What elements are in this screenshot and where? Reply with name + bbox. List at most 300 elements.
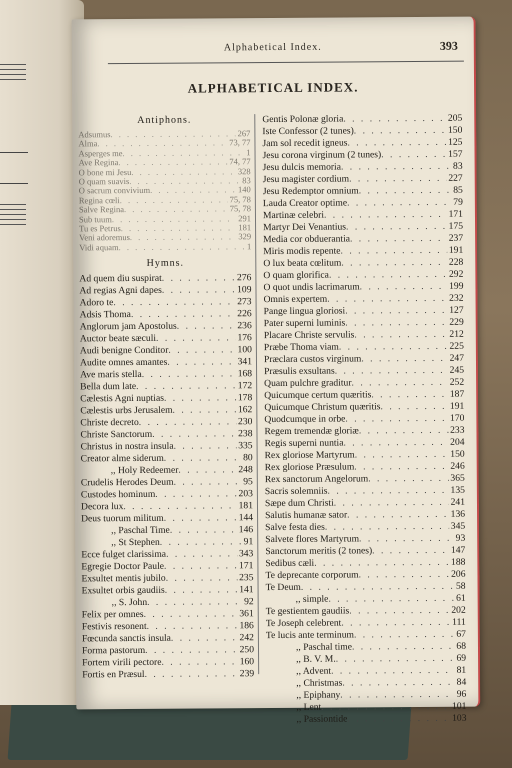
entry-page-number: 343 (238, 548, 254, 560)
entry-page-number: 103 (452, 712, 467, 724)
dot-leader (172, 405, 235, 417)
entry-title: Jesu dulcis memoria (262, 161, 342, 174)
dot-leader (168, 345, 235, 357)
entry-page-number: 75, 78 (229, 203, 251, 214)
entry-page-number: 228 (448, 256, 464, 268)
music-staff (0, 152, 28, 184)
dot-leader (354, 329, 447, 342)
entry-title: Pater superni luminis (263, 317, 346, 330)
entry-title: Rex gloriose Martyrum (264, 449, 355, 462)
entry-title: Audi benigne Conditor (79, 345, 169, 357)
entry-title: ,, Epiphany (296, 689, 341, 701)
dot-leader (119, 242, 245, 252)
entry-title: Jam sol recedit igneus (262, 137, 348, 150)
entry-page-number: 230 (237, 416, 253, 428)
entry-title: Ad regias Agni dapes (79, 285, 162, 297)
entry-title: Quodcumque in orbe (264, 413, 346, 426)
entry-title: Egregie Doctor Paule (81, 561, 165, 573)
dot-leader (351, 377, 447, 390)
entry-page-number: 186 (239, 620, 254, 632)
entry-title: Omnis expertem (263, 293, 328, 306)
entry-title: ,, Advent (296, 665, 332, 677)
entry-page-number: 291 (238, 212, 252, 223)
entry-page-number: 241 (450, 496, 466, 508)
entry-page-number: 276 (236, 272, 252, 284)
dot-leader (131, 309, 235, 322)
entry-page-number: 111 (452, 616, 466, 628)
dot-leader (301, 581, 454, 594)
dot-leader (162, 273, 235, 286)
entry-page-number: 170 (449, 412, 465, 424)
entry-title: ,, St Stephen (111, 537, 160, 549)
entry-title: Vidi aquam (79, 241, 119, 253)
dot-leader (334, 497, 449, 510)
entry-page-number: 335 (238, 440, 253, 452)
header-rule (108, 61, 464, 64)
entry-page-number: 248 (238, 464, 253, 476)
entry-title: Pange lingua gloriosi (263, 305, 346, 318)
entry-title: Auctor beate sæculi (79, 333, 157, 345)
entry-page-number: 83 (242, 175, 251, 186)
entry-title: Deus tuorum militum (81, 513, 164, 525)
entry-title: Adoro te (79, 297, 114, 309)
entry-title: Quicumque certum quæritis (264, 389, 372, 402)
dot-leader (136, 381, 236, 394)
entry-title: Præsulis exsultans (264, 365, 335, 378)
entry-page-number: 61 (456, 592, 466, 604)
entry-page-number: 157 (448, 148, 463, 160)
entry-page-number: 81 (456, 664, 467, 676)
entry-page-number: 162 (237, 404, 253, 416)
dot-leader (166, 549, 237, 561)
entry-page-number: 292 (448, 268, 464, 280)
entry-title: Custodes hominum (80, 489, 156, 501)
dot-leader (359, 425, 448, 438)
entry-page-number: 178 (237, 392, 253, 404)
entry-page-number: 141 (239, 584, 254, 596)
dot-leader (345, 305, 447, 318)
entry-page-number: 328 (237, 165, 251, 176)
entry-page-number: 160 (239, 656, 255, 668)
entry-page-number: 239 (239, 668, 255, 680)
dot-leader (368, 473, 448, 486)
entry-title: Sæpe dum Christi (264, 497, 334, 510)
dot-leader (165, 585, 238, 598)
entry-title: Festivis resonent (81, 621, 147, 633)
dot-leader (161, 657, 237, 670)
dot-leader (324, 209, 447, 222)
dot-leader (359, 185, 452, 198)
entry-title: Cælestis Agni nuptias (80, 393, 164, 405)
running-header (72, 38, 474, 60)
index-entry (79, 242, 251, 253)
running-title: Alphabetical Index. (223, 41, 322, 54)
dot-leader (113, 297, 235, 310)
dot-leader (361, 353, 447, 366)
dot-leader (174, 477, 242, 489)
dot-leader (167, 357, 235, 369)
entry-title: Christus in nostra insula (80, 440, 174, 453)
entry-title: Decora lux (80, 501, 124, 513)
entry-title: Adsis Thoma (79, 309, 131, 321)
dot-leader (360, 281, 448, 294)
entry-title: Sub tuum (78, 213, 112, 225)
dot-leader (166, 573, 237, 585)
entry-title: Te deprecante corporum (265, 569, 359, 582)
entry-title: Asperges me (78, 147, 123, 159)
entry-title: Ave maris stella (80, 369, 142, 381)
dot-leader (164, 453, 241, 466)
entry-title: Forma pastorum (81, 645, 146, 657)
entry-page-number: 58 (455, 580, 466, 592)
entry-title: ,, Passiontide (296, 713, 348, 725)
entry-page-number: 127 (449, 304, 464, 316)
entry-page-number: 93 (455, 532, 466, 544)
column-divider (254, 114, 259, 674)
dot-leader (349, 605, 449, 618)
hymn-list (79, 272, 254, 681)
entry-title: Fœcunda sanctis insula (81, 633, 171, 645)
dot-leader (342, 677, 454, 690)
entry-page-number: 150 (447, 124, 463, 136)
entry-page-number: 202 (451, 604, 466, 616)
left-column (78, 110, 254, 681)
entry-title: Fortis en Præsul (82, 669, 145, 681)
right-hymn-list (262, 113, 466, 726)
entry-page-number: 136 (450, 508, 466, 520)
entry-title: Jesu magister cordium (262, 173, 350, 186)
entry-page-number: 245 (449, 364, 465, 376)
entry-title: Regis superni nuntia (264, 437, 344, 450)
entry-page-number: 68 (456, 640, 467, 652)
entry-title: Te gestientem gaudiis (265, 605, 350, 618)
entry-title: Rex sanctorum Angelorum (264, 473, 369, 486)
entry-page-number: 242 (239, 632, 254, 644)
entry-page-number: 91 (243, 536, 254, 548)
dot-leader (139, 417, 236, 430)
entry-title: Te lucis ante terminum (265, 629, 354, 642)
entry-page-number: 181 (238, 222, 252, 233)
entry-title: Quam pulchre graditur (264, 377, 352, 390)
dot-leader (325, 521, 449, 534)
left-page-text-lines (0, 200, 26, 229)
dot-leader (170, 525, 237, 537)
entry-title: Regem tremendæ gloriæ (264, 425, 359, 438)
dot-leader (147, 597, 242, 610)
entry-title: Præbe Thoma viam (263, 341, 339, 354)
entry-page-number: 96 (456, 688, 467, 700)
entry-title: O quam glorifica (263, 269, 329, 282)
dot-leader (347, 197, 451, 210)
entry-page-number: 171 (238, 560, 254, 572)
entry-title: Sacris solemniis (264, 485, 328, 498)
entry-page-number: 100 (237, 344, 252, 356)
entry-title: Bella dum late (80, 381, 137, 393)
dot-leader (171, 633, 238, 645)
dot-leader (145, 645, 238, 658)
entry-title: Martinæ celebri (262, 209, 325, 222)
dot-leader (164, 393, 236, 406)
hymns-heading: Hymns. (146, 257, 185, 270)
entry-title: Audite omnes amantes (79, 357, 168, 369)
entry-title: ,, Holy Redeemer (110, 464, 179, 477)
dot-leader (328, 593, 454, 606)
index-entry (266, 713, 466, 726)
dot-leader (142, 369, 236, 382)
dot-leader (341, 617, 450, 630)
entry-page-number: 329 (238, 231, 252, 242)
dot-leader (329, 269, 447, 282)
page-title: ALPHABETICAL INDEX. (187, 79, 359, 96)
dot-leader (164, 513, 237, 526)
entry-page-number: 238 (238, 428, 253, 440)
entry-title: Tu es Petrus (79, 223, 121, 234)
entry-title: Martyr Dei Venantius (263, 221, 347, 234)
entry-page-number: 267 (237, 128, 251, 139)
entry-page-number: 146 (238, 524, 254, 536)
entry-title: ,, B. V. M. (296, 653, 336, 665)
dot-leader (327, 485, 448, 498)
entry-title: Regina cœli (78, 194, 120, 206)
entry-page-number: 101 (451, 700, 467, 712)
entry-title: ,, Paschal time (295, 641, 352, 653)
entry-title: Salvete flores Martyrum (265, 533, 360, 546)
entry-page-number: 74, 77 (229, 156, 251, 167)
entry-title: Salutis humanæ sator (265, 509, 348, 522)
entry-title: Jesu Redemptor omnium (262, 185, 359, 198)
dot-leader (331, 665, 455, 678)
dot-leader (340, 245, 446, 258)
entry-title: Creator alme siderum (80, 453, 164, 465)
entry-title: Placare Christe servulis (263, 329, 355, 342)
entry-page-number: 67 (456, 628, 466, 640)
entry-page-number: 225 (449, 340, 464, 352)
entry-page-number: 236 (237, 320, 252, 332)
entry-page-number: 345 (450, 520, 466, 532)
entry-title: Quicumque Christum quæritis (264, 401, 381, 414)
entry-page-number: 229 (449, 316, 464, 328)
dot-leader (347, 509, 449, 522)
entry-title: ,, Lent (296, 701, 322, 713)
entry-page-number: 188 (450, 556, 466, 568)
entry-title: Exsultet mentis jubilo (81, 573, 166, 585)
entry-page-number: 227 (448, 172, 463, 184)
entry-title: Exsultet orbis gaudiis (81, 585, 165, 597)
dot-leader (359, 533, 454, 546)
dot-leader (354, 629, 454, 642)
entry-title: ,, simple (295, 593, 329, 605)
entry-page-number: 204 (450, 436, 465, 448)
entry-page-number: 83 (452, 160, 463, 172)
dot-leader (380, 401, 447, 413)
entry-page-number: 92 (244, 596, 254, 608)
antiphon-list (78, 129, 251, 252)
entry-title: ,, Paschal Time (111, 525, 170, 537)
entry-title: Adsumus (78, 129, 111, 140)
entry-title: Salve festa dies (265, 521, 325, 534)
entry-title: Felix per omnes (81, 609, 144, 621)
dot-leader (340, 689, 455, 702)
dot-leader (345, 317, 447, 330)
dot-leader (314, 557, 449, 570)
dot-leader (164, 561, 237, 574)
dot-leader (347, 713, 450, 726)
entry-page-number: 168 (237, 368, 253, 380)
dot-leader (354, 461, 448, 474)
entry-page-number: 235 (239, 572, 254, 584)
dot-leader (178, 465, 236, 477)
entry-page-number: 79 (453, 196, 463, 208)
dot-leader (147, 621, 238, 634)
entry-title: O quam suavis (78, 176, 130, 187)
entry-title: Miris modis repente (263, 245, 341, 258)
entry-page-number: 181 (238, 500, 254, 512)
entry-page-number: 80 (243, 452, 253, 464)
dot-leader (341, 161, 451, 174)
entry-page-number: 187 (449, 388, 465, 400)
dot-leader (160, 537, 242, 550)
entry-page-number: 150 (450, 448, 465, 460)
entry-page-number: 232 (449, 292, 464, 304)
page-number: 393 (439, 38, 458, 53)
entry-page-number: 273 (237, 296, 252, 308)
entry-page-number: 176 (237, 332, 252, 344)
entry-title: ,, Christmas (296, 677, 343, 689)
dot-leader (155, 489, 236, 502)
entry-page-number: 250 (239, 644, 255, 656)
entry-title: Ad quem diu suspirat (79, 273, 162, 285)
entry-page-number: 246 (450, 460, 465, 472)
entry-page-number: 125 (448, 136, 463, 148)
dot-leader (352, 641, 455, 654)
entry-title: Cælestis urbs Jerusalem (80, 405, 173, 417)
entry-title: Jesu corona virginum (2 tunes) (262, 149, 382, 162)
entry-page-number: 203 (238, 488, 253, 500)
dot-leader (144, 609, 238, 622)
entry-page-number: 109 (237, 284, 252, 296)
entry-page-number: 171 (448, 208, 464, 220)
dot-leader (123, 501, 236, 514)
entry-page-number: 175 (448, 220, 464, 232)
entry-page-number: 144 (238, 512, 254, 524)
entry-page-number: 212 (449, 328, 464, 340)
entry-title: Christe decreto (80, 417, 139, 429)
index-page (72, 17, 481, 725)
entry-title: Anglorum jam Apostolus (79, 320, 177, 333)
entry-page-number: 233 (450, 424, 465, 436)
entry-title: Crudelis Herodes Deum (80, 476, 174, 489)
dot-leader (341, 257, 447, 270)
dot-leader (355, 449, 449, 462)
entry-title: O lux beata cœlitum (263, 257, 342, 270)
dot-leader (321, 701, 450, 714)
dot-leader (345, 413, 448, 426)
entry-page-number: 191 (449, 400, 465, 412)
entry-page-number: 199 (449, 280, 464, 292)
entry-title: Rex gloriose Præsulum (264, 461, 355, 474)
entry-title: Veni adoremus (79, 232, 130, 243)
dot-leader (343, 113, 446, 126)
entry-title: Iste Confessor (2 tunes) (262, 125, 354, 138)
dot-leader (346, 221, 447, 234)
entry-page-number: 147 (450, 544, 466, 556)
entry-page-number: 1 (246, 241, 252, 252)
antiphons-heading: Antiphons. (137, 114, 192, 126)
dot-leader (350, 233, 447, 246)
entry-page-number: 135 (450, 484, 465, 496)
entry-page-number: 95 (243, 476, 253, 488)
entry-page-number: 140 (238, 184, 251, 195)
dot-leader (371, 389, 448, 402)
entry-page-number: 205 (447, 112, 463, 124)
left-page-text-lines (0, 60, 26, 84)
entry-title: ,, S. John (111, 597, 148, 609)
entry-title: Salve Regina (78, 204, 125, 215)
entry-title: Præclara custos virginum (263, 353, 362, 366)
dot-leader (359, 569, 450, 582)
dot-leader (145, 669, 238, 682)
dot-leader (327, 293, 447, 306)
entry-title: O bone mi Jesu (78, 166, 132, 177)
entry-title: Ecce fulget clarissima (81, 549, 167, 561)
entry-page-number: 75, 78 (229, 194, 251, 205)
entry-page-number: 206 (451, 568, 466, 580)
index-entry (82, 668, 254, 681)
dot-leader (335, 365, 448, 378)
dot-leader (343, 437, 448, 450)
entry-page-number: 1 (246, 146, 251, 158)
entry-title: Fortem virili pectore (82, 657, 162, 669)
entry-title: Te Deum (265, 581, 301, 594)
dot-leader (177, 321, 236, 333)
dot-leader (349, 173, 446, 186)
entry-page-number: 226 (237, 308, 252, 320)
dot-leader (174, 441, 237, 453)
entry-title: Sanctorum meritis (2 tones) (265, 545, 373, 558)
dot-leader (347, 137, 446, 150)
entry-title: Lauda Creator optime (262, 197, 348, 210)
entry-page-number: 69 (456, 652, 467, 664)
entry-title: Media cor obduerantia (263, 233, 351, 246)
entry-title: Alma (78, 138, 98, 149)
entry-title: Gentis Polonæ gloria (262, 113, 344, 126)
entry-page-number: 73, 77 (229, 137, 251, 148)
dot-leader (381, 149, 446, 161)
entry-title: Sedibus cæli (265, 557, 315, 570)
entry-page-number: 85 (453, 184, 463, 196)
entry-page-number: 84 (456, 676, 467, 688)
entry-page-number: 172 (237, 380, 253, 392)
entry-page-number: 191 (448, 244, 464, 256)
dot-leader (156, 333, 235, 346)
entry-page-number: 361 (239, 608, 254, 620)
entry-page-number: 341 (237, 356, 253, 368)
entry-title: Ave Regina (78, 157, 119, 168)
entry-page-number: 365 (450, 472, 465, 484)
entry-title: O quot undis lacrimarum (263, 281, 360, 294)
dot-leader (339, 341, 448, 354)
right-column (262, 113, 466, 726)
entry-page-number: 237 (448, 232, 464, 244)
entry-page-number: 247 (449, 352, 465, 364)
entry-title: Te Joseph celebrent (265, 617, 342, 630)
entry-title: O sacrum convivium (78, 185, 151, 196)
dot-leader (372, 545, 449, 558)
dot-leader (152, 429, 236, 442)
dot-leader (354, 125, 446, 138)
entry-page-number: 252 (449, 376, 465, 388)
dot-leader (162, 285, 235, 298)
